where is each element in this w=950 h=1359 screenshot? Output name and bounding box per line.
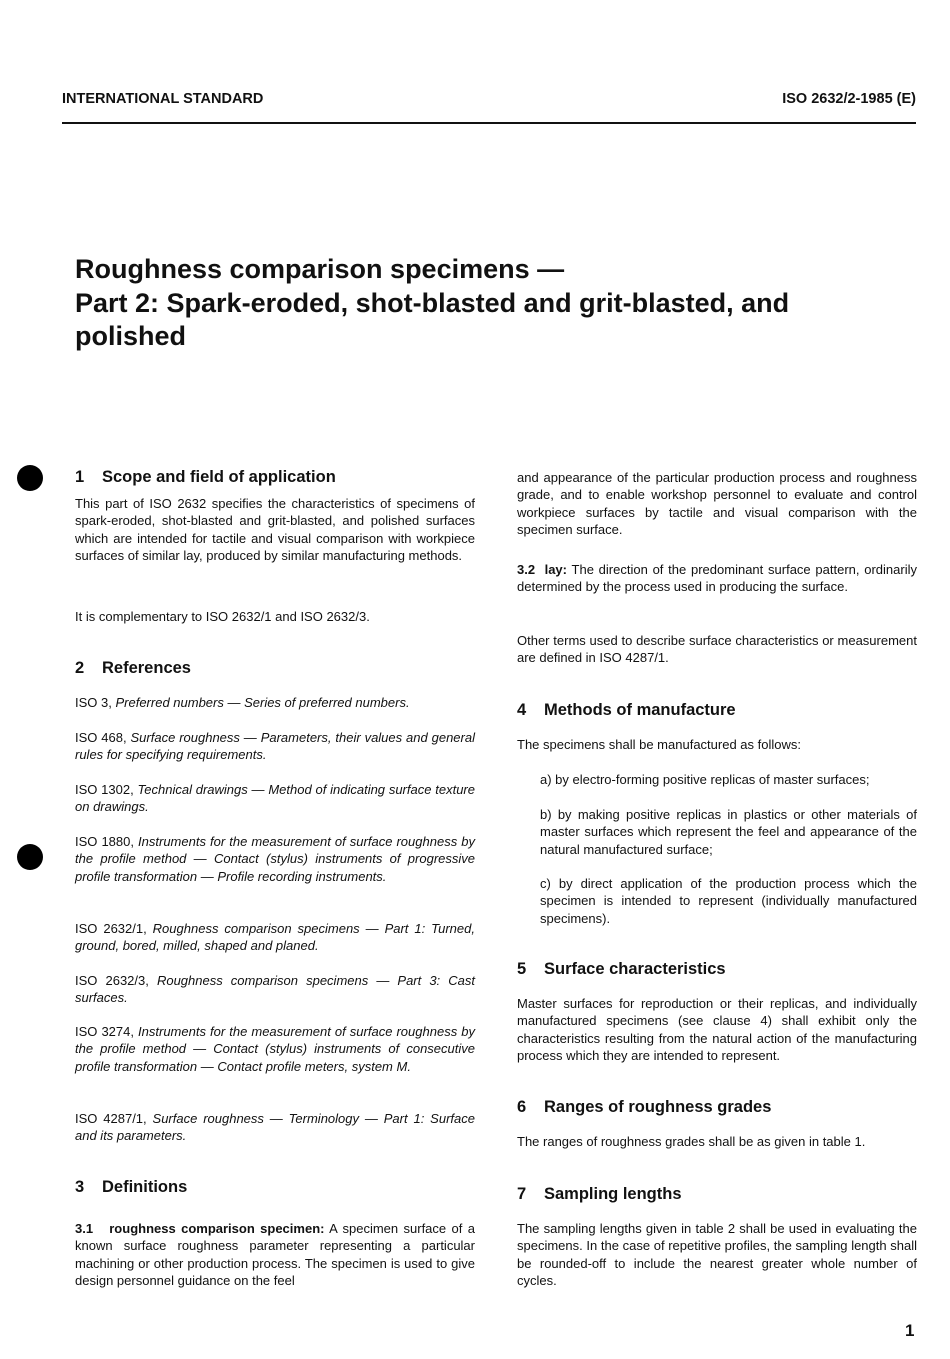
- section-number: 5: [517, 960, 527, 978]
- section-6-heading: [517, 1097, 917, 1117]
- section-3-heading: [75, 1177, 475, 1197]
- section-title: Ranges of roughness grades: [544, 1098, 772, 1116]
- section-title: References: [102, 659, 191, 677]
- definition-number: 3.1: [75, 1221, 94, 1236]
- section-title: Sampling lengths: [544, 1185, 682, 1203]
- list-item: c) by direct application of the production process which the specimen is intended to represent (individually manufactured specimens).: [540, 876, 917, 926]
- margin-bullet-mark: [17, 465, 43, 491]
- section-number: 3: [75, 1178, 85, 1196]
- section-4-heading: [517, 700, 917, 720]
- reference-id: ISO 3,: [75, 695, 112, 710]
- reference-item: [75, 1023, 475, 1075]
- header-rule: [62, 122, 916, 124]
- section-2-heading: [75, 658, 475, 678]
- margin-bullet-mark: [17, 844, 43, 870]
- definition-term: lay:: [544, 562, 567, 577]
- section-number: 6: [517, 1098, 527, 1116]
- header-standard-label: INTERNATIONAL STANDARD: [62, 91, 264, 107]
- definition-text: The direction of the predominant surface pattern, ordinarily determined by the process used in producing the surface.: [517, 562, 917, 595]
- header-standard-number: ISO 2632/2-1985 (E): [782, 91, 916, 107]
- section-1-heading: [75, 467, 475, 487]
- definitions-note: Other terms used to describe surface characteristics or measurement are defined in ISO 4287/1.: [517, 633, 917, 666]
- section-title: Definitions: [102, 1178, 188, 1196]
- reference-item: [75, 920, 475, 955]
- definition-3-1: [75, 1220, 475, 1290]
- reference-id: ISO 2632/3,: [75, 973, 149, 988]
- definition-number: 3.2: [517, 562, 536, 577]
- page-number: 1: [905, 1321, 915, 1340]
- list-item: b) by making positive replicas in plastics or other materials of master surfaces which represent the feel and appearance of the natural manufactured surface;: [540, 807, 917, 857]
- section-number: 2: [75, 659, 85, 677]
- reference-id: ISO 4287/1,: [75, 1111, 147, 1126]
- reference-id: ISO 1302,: [75, 782, 134, 797]
- section-1-paragraph: This part of ISO 2632 specifies the characteristics of specimens of spark-eroded, shot-blasted and grit-blasted, and polished surfaces which are intended for tactile and visual comparison with workpiece surfaces of similar lay, produced by similar manufacturing methods.: [75, 496, 475, 564]
- definition-text: A specimen surface of a known surface roughness parameter representing a particular machining or other production process. The specimen is used to give design personnel guidance on the feel: [75, 1221, 475, 1289]
- section-number: 1: [75, 468, 85, 486]
- reference-item: [75, 1110, 475, 1145]
- reference-id: ISO 1880,: [75, 834, 134, 849]
- definition-term: roughness comparison specimen:: [109, 1221, 325, 1236]
- reference-title: Roughness comparison specimens — Part 3: Cast surfaces.: [75, 973, 475, 1006]
- title-line: polished: [75, 321, 187, 351]
- section-5-heading: [517, 959, 917, 979]
- reference-id: ISO 468,: [75, 730, 127, 745]
- list-item: a) by electro-forming positive replicas of master surfaces;: [540, 772, 870, 787]
- reference-title: Preferred numbers — Series of preferred numbers.: [115, 695, 410, 710]
- definition-3-2: [517, 561, 917, 596]
- document-title: [75, 253, 915, 354]
- reference-title: Surface roughness — Terminology — Part 1: Surface and its parameters.: [75, 1111, 475, 1144]
- reference-item: [75, 694, 475, 711]
- section-number: 7: [517, 1185, 527, 1203]
- section-4-intro: The specimens shall be manufactured as follows:: [517, 737, 801, 752]
- reference-item: [75, 833, 475, 885]
- section-number: 4: [517, 701, 527, 719]
- reference-id: ISO 3274,: [75, 1024, 134, 1039]
- title-line: Roughness comparison specimens —: [75, 254, 565, 284]
- reference-title: Surface roughness — Parameters, their values and general rules for specifying requirements.: [75, 730, 475, 763]
- reference-item: [75, 781, 475, 816]
- reference-id: ISO 2632/1,: [75, 921, 147, 936]
- section-5-paragraph: Master surfaces for reproduction or their replicas, and individually manufactured specimens (see clause 4) shall exhibit only the characteristics resulting from the natural action of the manufacturing process which they are intended to represent.: [517, 996, 917, 1064]
- reference-title: Roughness comparison specimens — Part 1: Turned, ground, bored, milled, shaped and planed.: [75, 921, 475, 954]
- section-6-paragraph: The ranges of roughness grades shall be as given in table 1.: [517, 1134, 866, 1149]
- reference-item: [75, 729, 475, 764]
- section-title: Scope and field of application: [102, 468, 336, 486]
- reference-title: Instruments for the measurement of surface roughness by the profile method — Contact (stylus) instruments of consecutive profile transformation — Contact profile meters, system M.: [75, 1024, 475, 1074]
- definition-3-1-continued: and appearance of the particular production process and roughness grade, and to enable workshop personnel to evaluate and control workpiece surfaces by tactile and visual comparison with the specimen surface.: [517, 470, 917, 538]
- reference-item: [75, 972, 475, 1007]
- section-1-paragraph: It is complementary to ISO 2632/1 and ISO 2632/3.: [75, 609, 370, 624]
- section-title: Methods of manufacture: [544, 701, 736, 719]
- reference-title: Technical drawings — Method of indicating surface texture on drawings.: [75, 782, 475, 815]
- section-7-paragraph: The sampling lengths given in table 2 shall be used in evaluating the specimens. In the case of repetitive profiles, the sampling length shall be rounded-off to include the nearest greater whole number of cycles.: [517, 1221, 917, 1289]
- title-line: Part 2: Spark-eroded, shot-blasted and grit-blasted, and: [75, 287, 790, 318]
- section-7-heading: [517, 1184, 917, 1204]
- reference-title: Instruments for the measurement of surface roughness by the profile method — Contact (stylus) instruments of progressive profile transformation — Profile recording instruments.: [75, 834, 475, 884]
- section-title: Surface characteristics: [544, 960, 726, 978]
